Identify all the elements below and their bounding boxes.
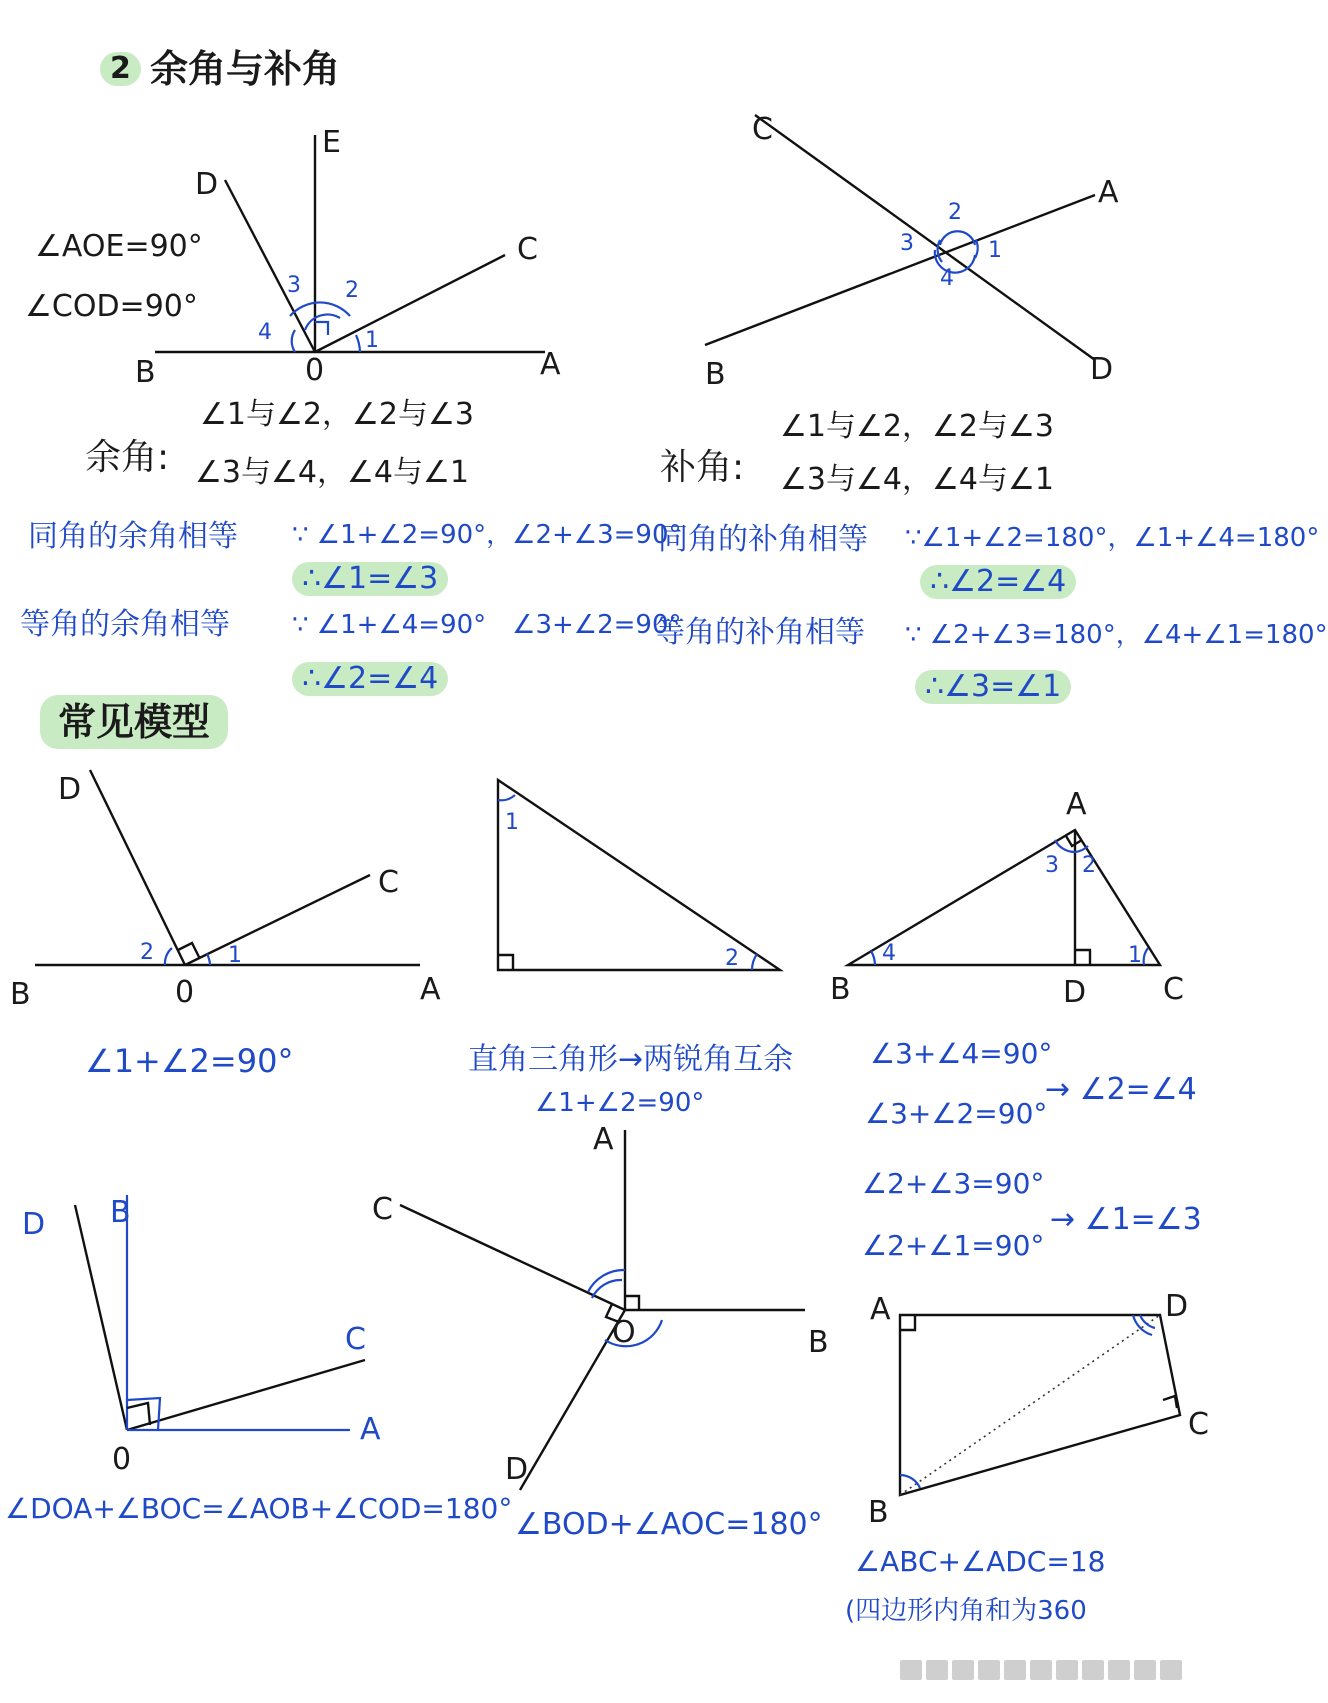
fig1-angle-4: 4 [258,320,272,345]
m5-equation: ∠BOD+∠AOC=180° [515,1507,823,1542]
supplement-rule-1: 同角的补角相等 [658,522,868,557]
fig2-label-A: A [1098,175,1119,210]
complement-label: 余角: [85,437,170,478]
m1-lines [35,770,420,968]
m6-lines [900,1315,1180,1495]
m1-label-A: A [420,972,441,1007]
m2-lines [498,780,780,970]
m5-arc-top-2 [592,1280,622,1298]
page-progress-indicator [900,1660,1240,1680]
m3-arc-2 [1075,846,1088,852]
m4-label-C: C [345,1322,366,1357]
m1-ray-OD [90,770,185,965]
fig1-ray-OC [315,255,505,352]
m3-angle-1: 1 [1128,943,1142,968]
supplement-because-1: ∵∠1+∠2=180°，∠1+∠4=180° [905,523,1320,553]
complement-pairs-1: ∠1与∠2，∠2与∠3 [200,397,474,432]
section-number: 2 [100,52,141,86]
m3-label-C: C [1163,972,1184,1007]
complement-rule-2: 等角的余角相等 [20,607,230,642]
models-heading: 常见模型 [40,695,228,749]
m6-equation: ∠ABC+∠ADC=18 [855,1545,1106,1578]
fig1-right-mark [315,322,328,335]
m6-label-A: A [870,1292,891,1327]
m6-right-mark-C [1163,1396,1177,1408]
m3-eq-1: ∠3+∠4=90° [870,1037,1053,1070]
section-title: 余角与补角 [150,47,341,91]
supplement-result-1: ∴∠2=∠4 [920,565,1076,599]
m2-arc-1 [498,795,515,800]
m6-quadrilateral [900,1315,1180,1495]
fig1-label-C: C [517,232,538,267]
m1-angle-2: 2 [140,940,154,965]
m6-label-B: B [868,1495,889,1530]
fig1-angle-2: 2 [345,278,359,303]
m1-label-D: D [58,772,82,807]
fig1-arc-3 [290,302,350,316]
m3-arc-4 [871,951,875,965]
m6-note: (四边形内角和为360 [845,1596,1087,1626]
m6-label-D: D [1165,1289,1189,1324]
fig2-line-BA [705,195,1095,345]
fig1-arc-4 [292,330,295,352]
complement-because-1: ∵ ∠1+∠2=90°，∠2+∠3=90° [292,520,682,550]
fig1-label-B: B [135,355,156,390]
m2-note: 直角三角形→两锐角互余 [468,1042,794,1077]
m1-arc-1 [207,954,210,965]
fig2-line-CD [755,115,1095,360]
m4-ray-OC [127,1360,365,1430]
complement-pairs-2: ∠3与∠4，∠4与∠1 [195,455,469,490]
m1-ray-OC [185,875,370,968]
m3-angle-4: 4 [882,941,896,966]
fig2-label-D: D [1090,352,1114,387]
m5-label-A: A [593,1122,614,1157]
m3-label-D: D [1063,975,1087,1010]
m5-ray-OD [520,1310,625,1490]
m3-result-2: → ∠1=∠3 [1050,1202,1202,1237]
m4-right-mark-1 [127,1403,150,1425]
m1-arc-2 [165,948,172,965]
m5-label-D: D [505,1452,529,1487]
fig1-label-O: 0 [305,353,325,388]
m4-label-A: A [360,1412,381,1447]
m4-label-D: D [22,1207,46,1242]
m3-label-B: B [830,972,851,1007]
complement-result-2: ∴∠2=∠4 [292,662,448,696]
m6-label-C: C [1188,1407,1209,1442]
m6-arc-D-1 [1140,1315,1155,1328]
m2-arc-2 [752,954,757,970]
m1-label-B: B [10,977,31,1012]
m1-equation: ∠1+∠2=90° [85,1042,294,1080]
m4-label-O: 0 [112,1442,132,1477]
m2-triangle [498,780,780,970]
m1-label-O: 0 [175,975,195,1010]
m6-arc-B [900,1475,920,1488]
m1-label-C: C [378,865,399,900]
complement-rule-1: 同角的余角相等 [28,519,238,554]
m3-right-mark-D [1075,950,1090,965]
m5-label-C: C [372,1192,393,1227]
m1-angle-1: 1 [228,943,242,968]
fig2-label-C: C [752,112,773,147]
fig1-given-1: ∠AOE=90° [35,229,203,264]
m3-eq-3: ∠2+∠3=90° [862,1167,1045,1200]
supplement-label: 补角: [660,447,745,488]
fig2-label-B: B [705,357,726,392]
m3-eq-2: ∠3+∠2=90° [865,1097,1048,1130]
m6-right-mark-A [900,1315,915,1330]
m6-diagonal-BD [900,1315,1160,1495]
fig2-angle-2: 2 [948,200,962,225]
fig1-angle-1: 1 [365,328,379,353]
m2-angle-1: 1 [505,810,519,835]
m2-angle-2: 2 [725,946,739,971]
fig1-arc-1 [356,335,360,352]
m3-angle-3: 3 [1045,853,1059,878]
supplement-pairs-1: ∠1与∠2，∠2与∠3 [780,409,1054,444]
m5-ray-OC [400,1205,625,1310]
fig1-given-2: ∠COD=90° [25,289,198,324]
fig1-label-D: D [195,167,219,202]
m3-label-A: A [1066,787,1087,822]
supplement-pairs-2: ∠3与∠4，∠4与∠1 [780,462,1054,497]
fig2-angle-1: 1 [988,238,1002,263]
fig1-angle-3: 3 [287,273,301,298]
m4-label-B: B [110,1195,131,1230]
m3-eq-4: ∠2+∠1=90° [862,1229,1045,1262]
m3-result-1: → ∠2=∠4 [1045,1072,1197,1107]
fig1-label-A: A [540,347,561,382]
supplement-because-2: ∵ ∠2+∠3=180°，∠4+∠1=180° [905,620,1328,650]
m5-right-mark-1 [625,1296,639,1310]
supplement-result-2: ∴∠3=∠1 [915,670,1071,704]
m4-lines [75,1195,365,1430]
complement-because-2: ∵ ∠1+∠4=90° ∠3+∠2=90° [292,610,682,640]
m5-label-O: O [612,1315,636,1350]
fig2-angle-4: 4 [940,266,954,291]
fig1-label-E: E [322,125,341,160]
m5-label-B: B [808,1325,829,1360]
m4-ray-OD [75,1205,127,1430]
supplement-rule-2: 等角的补角相等 [655,615,865,650]
complement-result-1: ∴∠1=∠3 [292,562,448,596]
m4-equation: ∠DOA+∠BOC=∠AOB+∠COD=180° [5,1492,513,1525]
m2-equation: ∠1+∠2=90° [535,1088,705,1118]
m3-arc-1 [1144,948,1148,965]
m3-angle-2: 2 [1082,853,1096,878]
m5-lines [400,1130,805,1490]
fig2-angle-3: 3 [900,231,914,256]
m2-right-mark [498,955,513,970]
